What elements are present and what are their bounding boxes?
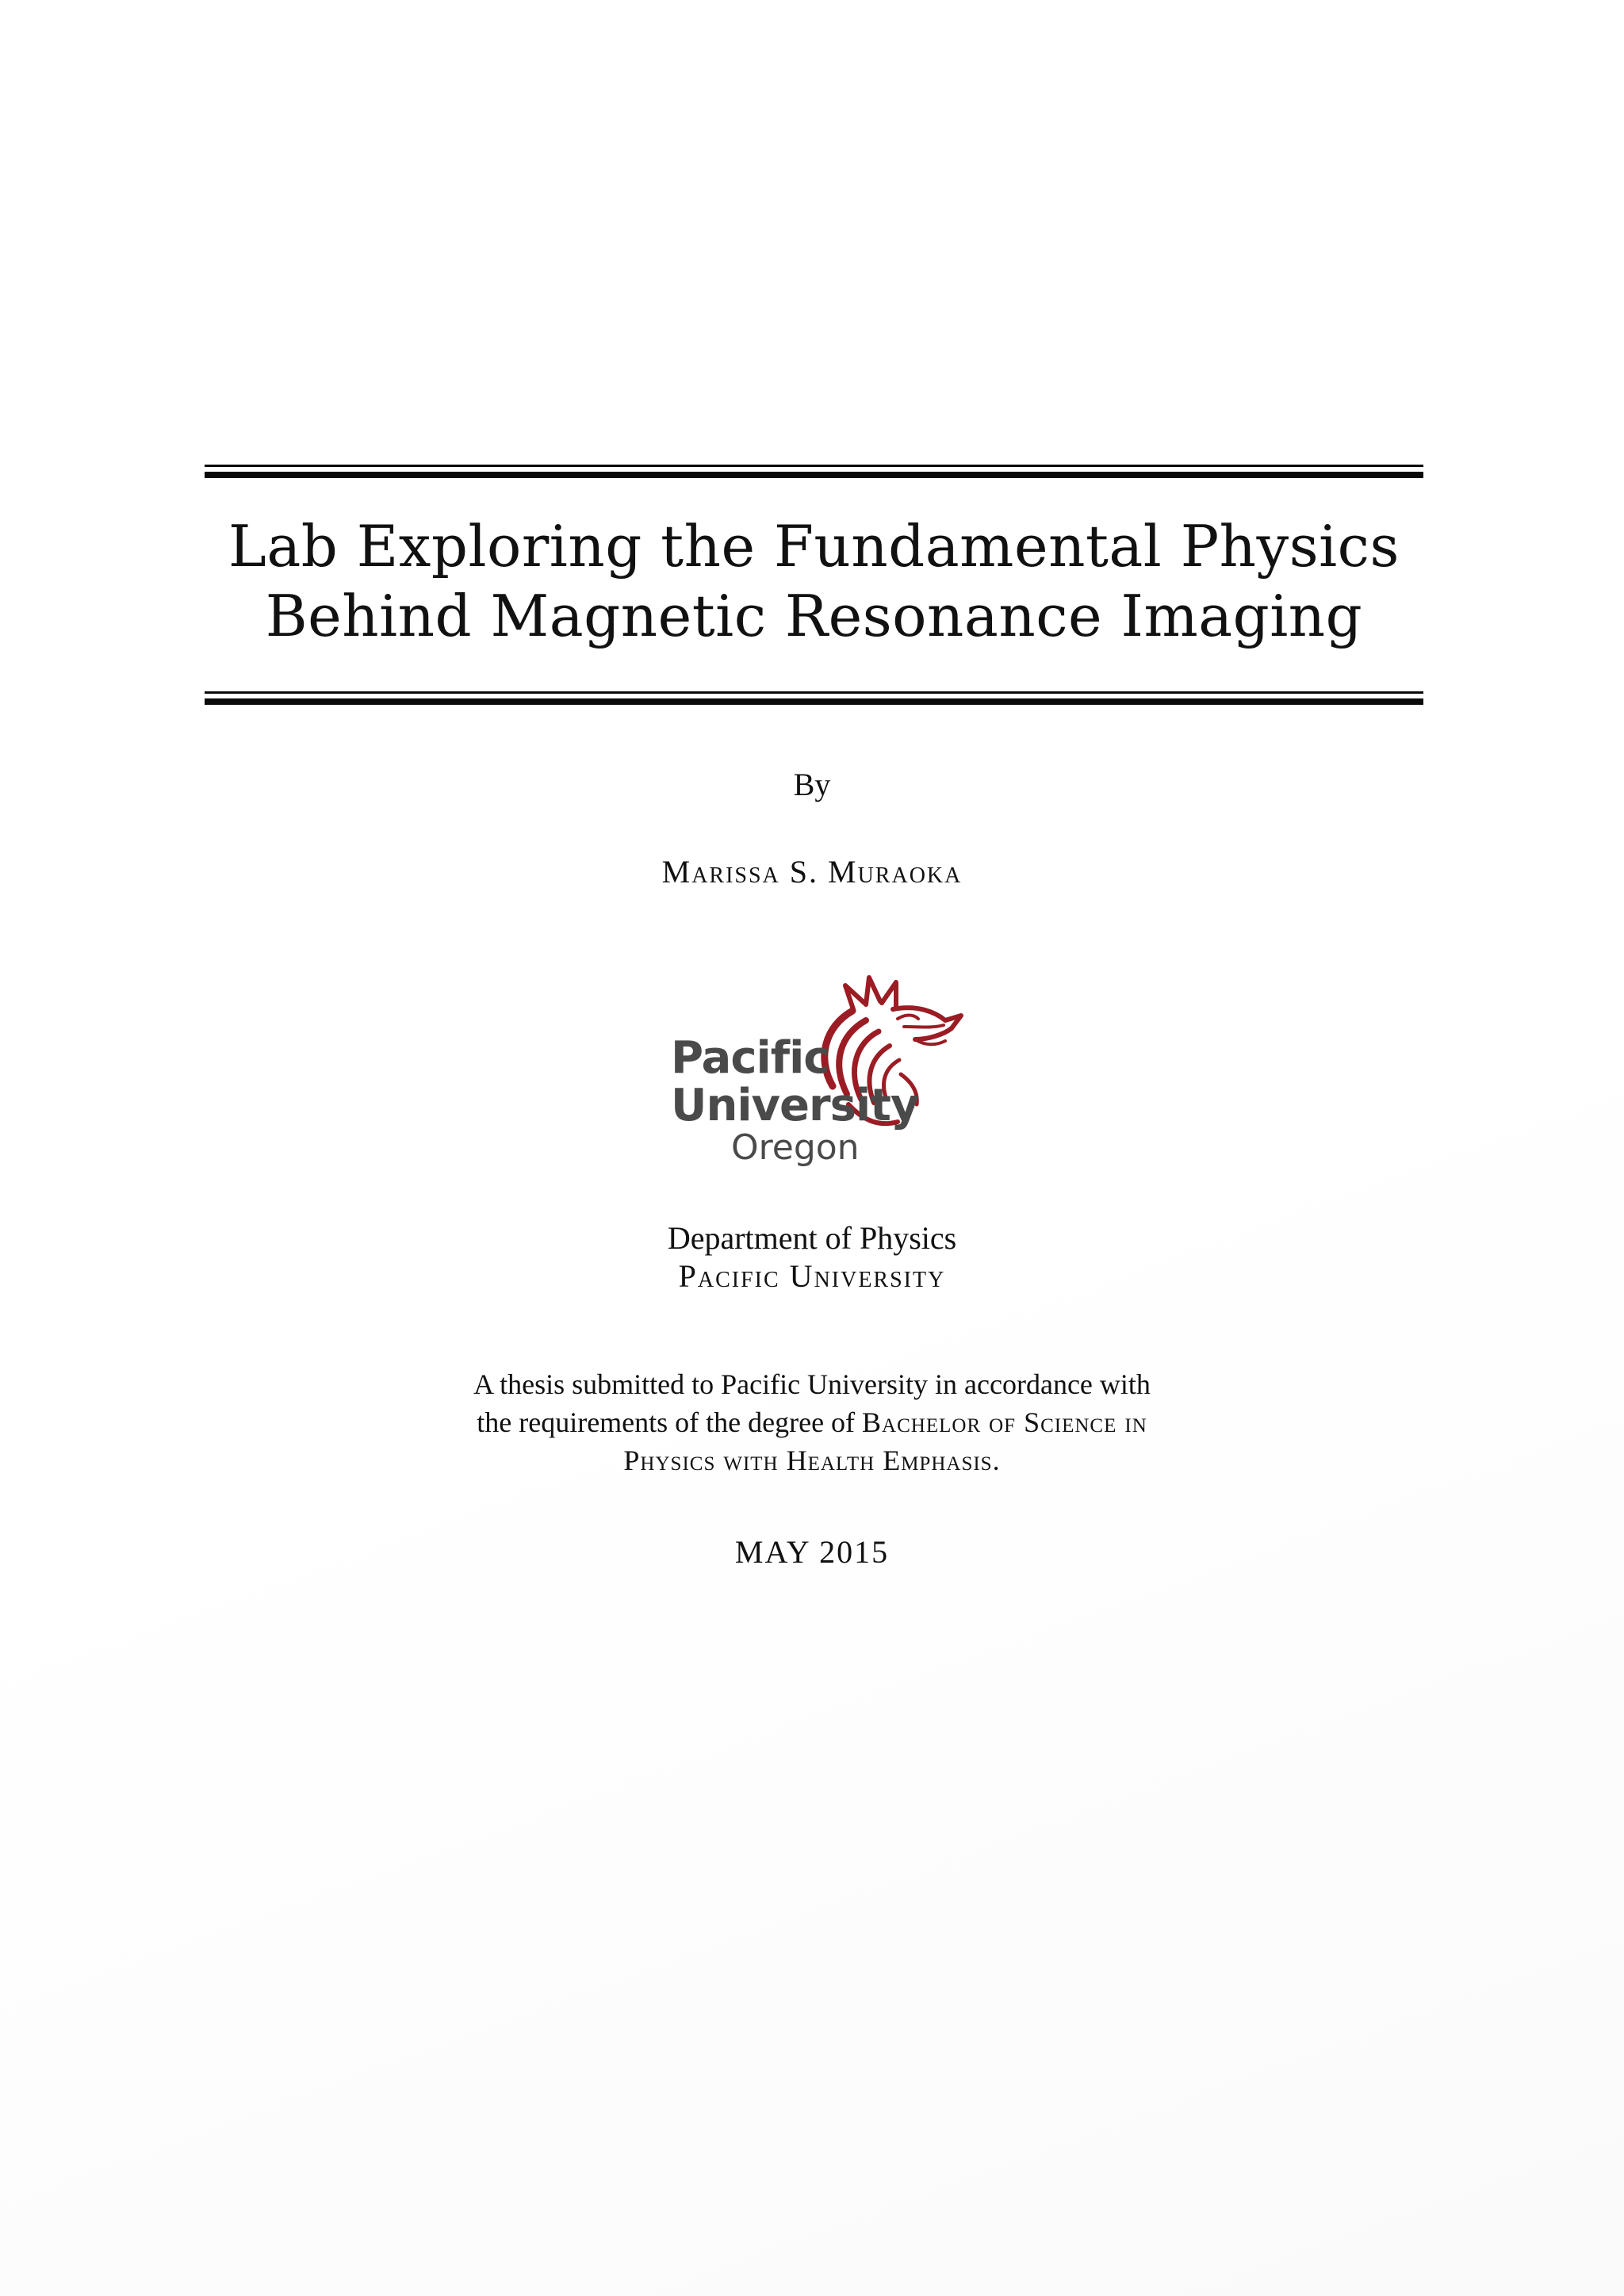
thesis-statement — [0, 1365, 1624, 1479]
by-label: By — [793, 767, 831, 802]
author-name: Marissa S. Muraoka — [661, 854, 963, 890]
logo-text-oregon: Oregon — [731, 1127, 860, 1168]
thesis-line-2 — [0, 1403, 1624, 1441]
thesis-line-3: Physics with Health Emphasis. — [623, 1445, 1001, 1476]
thesis-line-2-prefix: the requirements of the degree of — [477, 1406, 863, 1438]
department-name: Department of Physics — [667, 1220, 957, 1256]
thesis-title — [205, 511, 1423, 651]
rule-thick — [205, 472, 1423, 478]
logo-text-pacific: Pacific — [671, 1032, 829, 1084]
title-line-2: Behind Magnetic Resonance Imaging — [265, 583, 1363, 649]
title-line-1: Lab Exploring the Fundamental Physics — [228, 513, 1400, 580]
department-block — [0, 1219, 1624, 1295]
institution-name: Pacific University — [678, 1258, 946, 1294]
thesis-line-1: A thesis submitted to Pacific University in accordance with — [473, 1368, 1151, 1400]
logo-text-university: University — [671, 1080, 919, 1131]
submission-date: MAY 2015 — [734, 1534, 890, 1570]
rule-thick — [205, 698, 1423, 705]
bottom-double-rule — [205, 691, 1423, 705]
degree-name: Bachelor of Science in — [862, 1406, 1147, 1438]
top-double-rule — [205, 465, 1423, 478]
